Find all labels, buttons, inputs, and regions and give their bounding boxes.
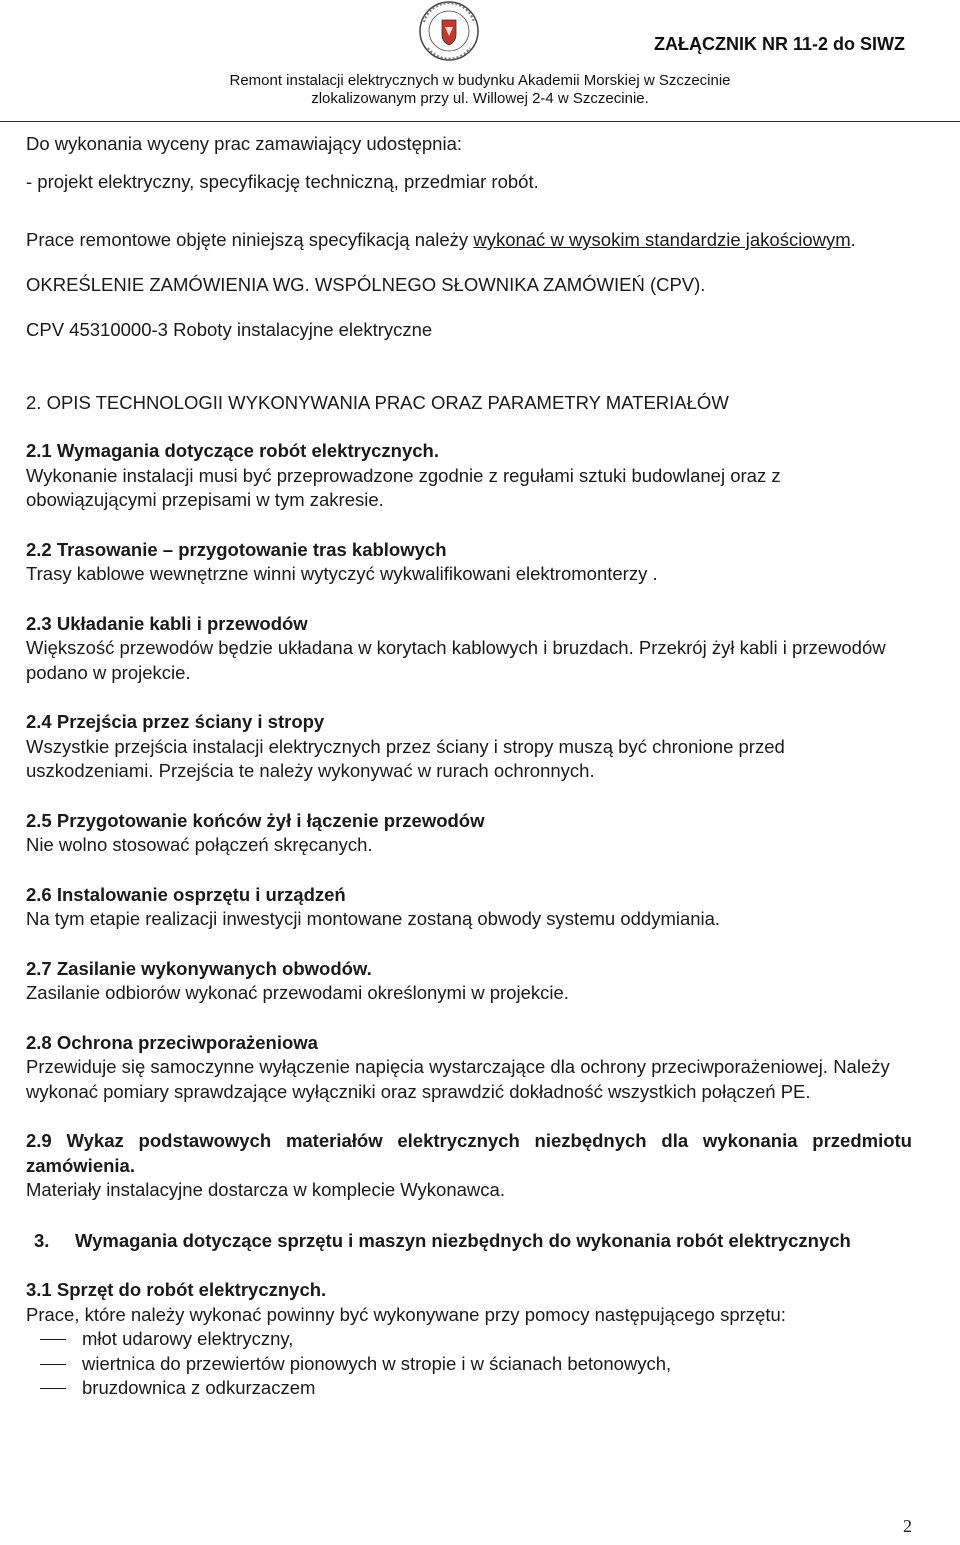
section-2-3-title: 2.3 Układanie kabli i przewodów: [26, 612, 308, 634]
section-2-title: 2. OPIS TECHNOLOGII WYKONYWANIA PRAC ORAZ PARAMETRY MATERIAŁÓW: [26, 391, 729, 413]
intro-line-1: Do wykonania wyceny prac zamawiający udostępnia:: [26, 133, 462, 154]
header-title-line-2: zlokalizowanym przy ul. Willowej 2-4 w Szczecinie.: [311, 90, 649, 107]
section-2-2-body: Trasy kablowe wewnętrzne winni wytyczyć wykwalifikowani elektromonterzy .: [26, 563, 658, 584]
quality-paragraph: [26, 228, 912, 253]
section-3-1-title: 3.1 Sprzęt do robót elektrycznych.: [26, 1279, 327, 1300]
header-divider: [0, 121, 960, 122]
section-2-3-body: Większość przewodów będzie układana w korytach kablowych i bruzdach. Przekrój żył kabli i przewodów podano w projekcie.: [26, 637, 886, 683]
header-title-line-1: Remont instalacji elektrycznych w budynku Akademii Morskiej w Szczecinie: [229, 72, 731, 89]
intro-line-2: - projekt elektryczny, specyfikację techniczną, przedmiar robót.: [26, 170, 539, 192]
section-2-6-title: 2.6 Instalowanie osprzętu i urządzeń: [26, 883, 346, 905]
section-2-5-title: 2.5 Przygotowanie końców żył i łączenie przewodów: [26, 809, 485, 831]
quality-underlined: wykonać w wysokim standardzie jakościowym: [473, 229, 851, 250]
section-2-7-body: Zasilanie odbiorów wykonać przewodami określonymi w projekcie.: [26, 982, 569, 1003]
section-2-9-body: Materiały instalacyjne dostarcza w komplecie Wykonawca.: [26, 1179, 505, 1200]
section-3-heading: [26, 1229, 912, 1254]
cpv-code: CPV 45310000-3 Roboty instalacyjne elektryczne: [26, 319, 433, 340]
crest-icon: [418, 0, 480, 66]
section-3-title: Wymagania dotyczące sprzętu i maszyn niezbędnych do wykonania robót elektrycznych: [75, 1229, 851, 1251]
cpv-heading: OKREŚLENIE ZAMÓWIENIA WG. WSPÓLNEGO SŁOWNIKA ZAMÓWIEŃ (CPV).: [26, 273, 706, 295]
section-2-8-title: 2.8 Ochrona przeciwporażeniowa: [26, 1031, 318, 1053]
attachment-label: ZAŁĄCZNIK NR 11-2 do SIWZ: [654, 34, 905, 54]
page-number: 2: [903, 1516, 912, 1536]
section-2-5-body: Nie wolno stosować połączeń skręcanych.: [26, 834, 373, 855]
university-logo: [418, 0, 480, 66]
equipment-list: [26, 1327, 912, 1401]
section-2-6-body: Na tym etapie realizacji inwestycji montowane zostaną obwody systemu oddymiania.: [26, 908, 721, 929]
section-3-number: 3.: [34, 1229, 50, 1251]
quality-text: Prace remontowe objęte niniejszą specyfikacją należy: [26, 229, 474, 250]
section-3-1-body: Prace, które należy wykonać powinny być wykonywane przy pomocy następującego sprzętu:: [26, 1303, 786, 1325]
list-item: młot udarowy elektryczny,: [26, 1327, 912, 1352]
section-2-4-title: 2.4 Przejścia przez ściany i stropy: [26, 711, 325, 732]
section-2-4-body: Wszystkie przejścia instalacji elektrycznych przez ściany i stropy muszą być chronione przed uszkodzeniami. Przejścia te należy wykonywać w rurach ochronnych.: [26, 735, 785, 781]
document-body: [26, 126, 912, 1401]
section-2-2-title: 2.2 Trasowanie – przygotowanie tras kablowych: [26, 538, 447, 560]
section-2-1-title: 2.1 Wymagania dotyczące robót elektrycznych.: [26, 440, 439, 461]
list-item: bruzdownica z odkurzaczem: [26, 1376, 912, 1401]
quality-period: .: [850, 229, 856, 250]
section-2-7-title: 2.7 Zasilanie wykonywanych obwodów.: [26, 957, 372, 979]
section-2-9-title: 2.9 Wykaz podstawowych materiałów elektrycznych niezbędnych dla wykonania przedmiotu zamówienia.: [26, 1130, 912, 1176]
list-item: wiertnica do przewiertów pionowych w stropie i w ścianach betonowych,: [26, 1352, 912, 1377]
section-2-1-body: Wykonanie instalacji musi być przeprowadzone zgodnie z regułami sztuki budowlanej oraz z obowiązującymi przepisami w tym zakresie.: [26, 464, 781, 510]
section-2-8-body: Przewiduje się samoczynne wyłączenie napięcia wystarczające dla ochrony przeciwporażeniowej. Należy wykonać pomiary sprawdzające wyłączniki oraz sprawdzić dokładność wszystkich połączeń PE.: [26, 1056, 890, 1102]
